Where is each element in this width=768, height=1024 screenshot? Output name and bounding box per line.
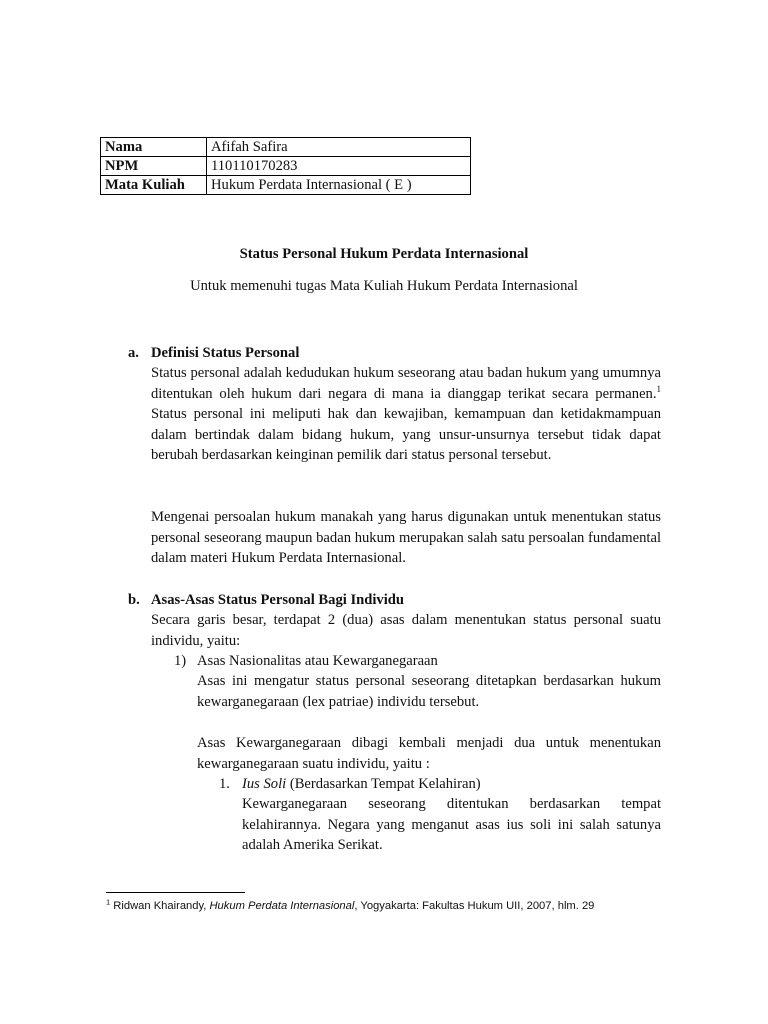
footnote-book-title: Hukum Perdata Internasional xyxy=(209,900,355,912)
section-a-letter: a. xyxy=(128,345,139,361)
section-a-heading xyxy=(128,343,668,364)
sub-item-term: Ius Soli xyxy=(242,776,287,792)
table-row xyxy=(101,157,471,176)
mata-kuliah-value: Hukum Perdata Internasional ( E ) xyxy=(207,176,471,195)
item-1-paragraph-1: Asas ini mengatur status personal seseorang ditetapkan berdasarkan hukum kewarganegaraan (lex patriae) individu tersebut. xyxy=(197,673,661,710)
footnote-divider xyxy=(106,892,245,893)
list-item xyxy=(174,651,438,672)
item-label: Asas Nasionalitas atau Kewarganegaraan xyxy=(197,653,438,669)
section-b-heading xyxy=(128,590,668,611)
section-b-letter: b. xyxy=(128,592,140,608)
footnote-reference: 1 xyxy=(656,383,661,394)
footnote-rest: , Yogyakarta: Fakultas Hukum UII, 2007, hlm. 29 xyxy=(354,900,595,912)
mata-kuliah-label: Mata Kuliah xyxy=(101,176,207,195)
table-row xyxy=(101,138,471,157)
sub-item-paragraph: Kewarganegaraan seseorang ditentukan berdasarkan tempat kelahirannya. Negara yang menganut asas ius soli ini salah satunya adalah Amerika Serikat. xyxy=(242,796,661,854)
identity-table xyxy=(100,137,471,195)
table-row xyxy=(101,176,471,195)
section-b-intro: Secara garis besar, terdapat 2 (dua) asas dalam menentukan status personal suatu individu, yaitu: xyxy=(151,612,661,649)
footnote xyxy=(106,898,594,914)
nama-value: Afifah Safira xyxy=(207,138,471,157)
section-b-title: Asas-Asas Status Personal Bagi Individu xyxy=(151,592,405,608)
npm-value: 110110170283 xyxy=(207,157,471,176)
section-a-title: Definisi Status Personal xyxy=(151,345,300,361)
list-item xyxy=(219,774,481,795)
item-1-paragraph-2: Asas Kewarganegaraan dibagi kembali menjadi dua untuk menentukan kewarganegaraan suatu individu, yaitu : xyxy=(197,735,661,772)
footnote-marker: 1 xyxy=(106,897,111,907)
sub-item-term-rest: (Berdasarkan Tempat Kelahiran) xyxy=(286,776,481,792)
section-a-paragraph-2: Mengenai persoalan hukum manakah yang harus digunakan untuk menentukan status personal seseorang maupun badan hukum merupakan salah satu persoalan fundamental dalam materi Hukum Perdata Internasional. xyxy=(151,509,661,567)
item-number: 1) xyxy=(174,653,187,669)
npm-label: NPM xyxy=(101,157,207,176)
sub-item-number: 1. xyxy=(219,776,230,792)
section-a-paragraph-1 xyxy=(151,363,661,466)
footnote-author: Ridwan Khairandy, xyxy=(110,900,210,912)
document-title: Status Personal Hukum Perdata Internasional xyxy=(239,246,529,262)
document-subtitle: Untuk memenuhi tugas Mata Kuliah Hukum Perdata Internasional xyxy=(190,278,578,294)
nama-label: Nama xyxy=(101,138,207,157)
paragraph-text: Status personal adalah kedudukan hukum seseorang atau badan hukum yang umumnya ditentukan oleh hukum dari negara di mana ia dianggap terikat secara permanen. xyxy=(151,365,661,402)
paragraph-text: Status personal ini meliputi hak dan kewajiban, kemampuan dan ketidakmampuan dalam bertindak dalam bidang hukum, yang unsur-unsurnya tersebut tidak dapat berubah berdasarkan keinginan pemilik dari status personal tersebut. xyxy=(151,406,661,464)
